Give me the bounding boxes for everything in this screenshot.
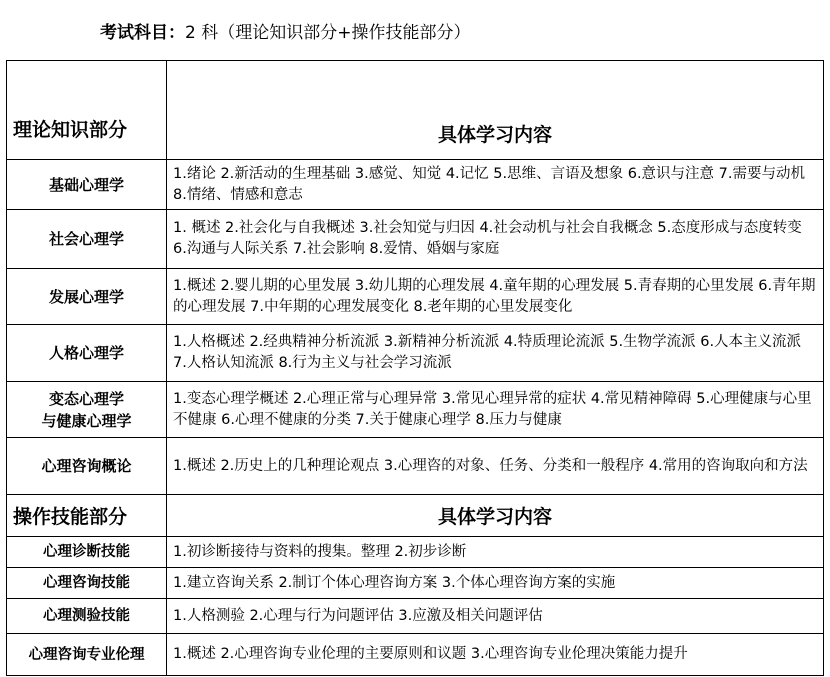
subject-name-line: 变态心理学 xyxy=(48,389,124,408)
skills-header-row xyxy=(7,495,824,537)
table-row xyxy=(7,210,824,269)
table-row xyxy=(7,160,824,210)
subject-name: 发展心理学 xyxy=(7,269,167,325)
subject-content: 1.概述 2.历史上的几种理论观点 3.心理咨的对象、任务、分类和一般程序 4.常用的咨询取向和方法 xyxy=(167,438,824,495)
exam-subjects-label: 考试科目： xyxy=(100,23,185,43)
table-row xyxy=(7,537,824,568)
subject-name: 人格心理学 xyxy=(7,325,167,382)
skills-content-header: 具体学习内容 xyxy=(167,495,824,537)
table-row xyxy=(7,438,824,495)
table-row xyxy=(7,634,824,676)
subject-name: 社会心理学 xyxy=(7,210,167,269)
subject-content: 1. 概述 2.社会化与自我概述 3.社会知觉与归因 4.社会动机与社会自我概念 5.态度形成与态度转变 6.沟通与人际关系 7.社会影响 8.爱情、婚姻与家庭 xyxy=(167,210,824,269)
subject-content: 1.建立咨询关系 2.制订个体心理咨询方案 3.个体心理咨询方案的实施 xyxy=(167,568,824,599)
subject-name: 心理咨询专业伦理 xyxy=(7,634,167,676)
subject-name: 心理咨询技能 xyxy=(7,568,167,599)
subject-name xyxy=(7,382,167,438)
subject-content: 1.绪论 2.新活动的生理基础 3.感觉、知觉 4.记忆 5.思维、言语及想象 6.意识与注意 7.需要与动机 8.情绪、情感和意志 xyxy=(167,160,824,210)
exam-subjects-value: 2 科（理论知识部分+操作技能部分） xyxy=(185,23,471,43)
subject-content: 1.概述 2.婴儿期的心里发展 3.幼儿期的心理发展 4.童年期的心理发展 5.青春期的心里发展 6.青年期的心理发展 7.中年期的心理发展变化 8.老年期的心里发展变化 xyxy=(167,269,824,325)
subject-name: 心理诊断技能 xyxy=(7,537,167,568)
subject-content: 1.概述 2.心理咨询专业伦理的主要原则和议题 3.心理咨询专业伦理决策能力提升 xyxy=(167,634,824,676)
theory-header-row xyxy=(7,61,824,160)
subject-content: 1.人格概述 2.经典精神分析流派 3.新精神分析流派 4.特质理论流派 5.生物学流派 6.人本主义流派 7.人格认知流派 8.行为主义与社会学习流派 xyxy=(167,325,824,382)
exam-subjects-line xyxy=(100,18,470,43)
subject-content: 1.初诊断接待与资料的搜集。整理 2.初步诊断 xyxy=(167,537,824,568)
subject-name: 基础心理学 xyxy=(7,160,167,210)
skills-section-title: 操作技能部分 xyxy=(7,495,167,537)
subject-content: 1.人格测验 2.心理与行为问题评估 3.应激及相关问题评估 xyxy=(167,599,824,634)
table-row xyxy=(7,382,824,438)
table-row xyxy=(7,269,824,325)
subject-name: 心理咨询概论 xyxy=(7,438,167,495)
subject-content: 1.变态心理学概述 2.心理正常与心理异常 3.常见心理异常的症状 4.常见精神障碍 5.心理健康与心里不健康 6.心理不健康的分类 7.关于健康心理学 8.压力与健康 xyxy=(167,382,824,438)
curriculum-table xyxy=(6,60,824,676)
table-row xyxy=(7,325,824,382)
theory-section-title: 理论知识部分 xyxy=(7,61,167,160)
table-row xyxy=(7,568,824,599)
subject-name-line: 与健康心理学 xyxy=(41,411,132,430)
theory-content-header: 具体学习内容 xyxy=(167,61,824,160)
table-row xyxy=(7,599,824,634)
subject-name: 心理测验技能 xyxy=(7,599,167,634)
